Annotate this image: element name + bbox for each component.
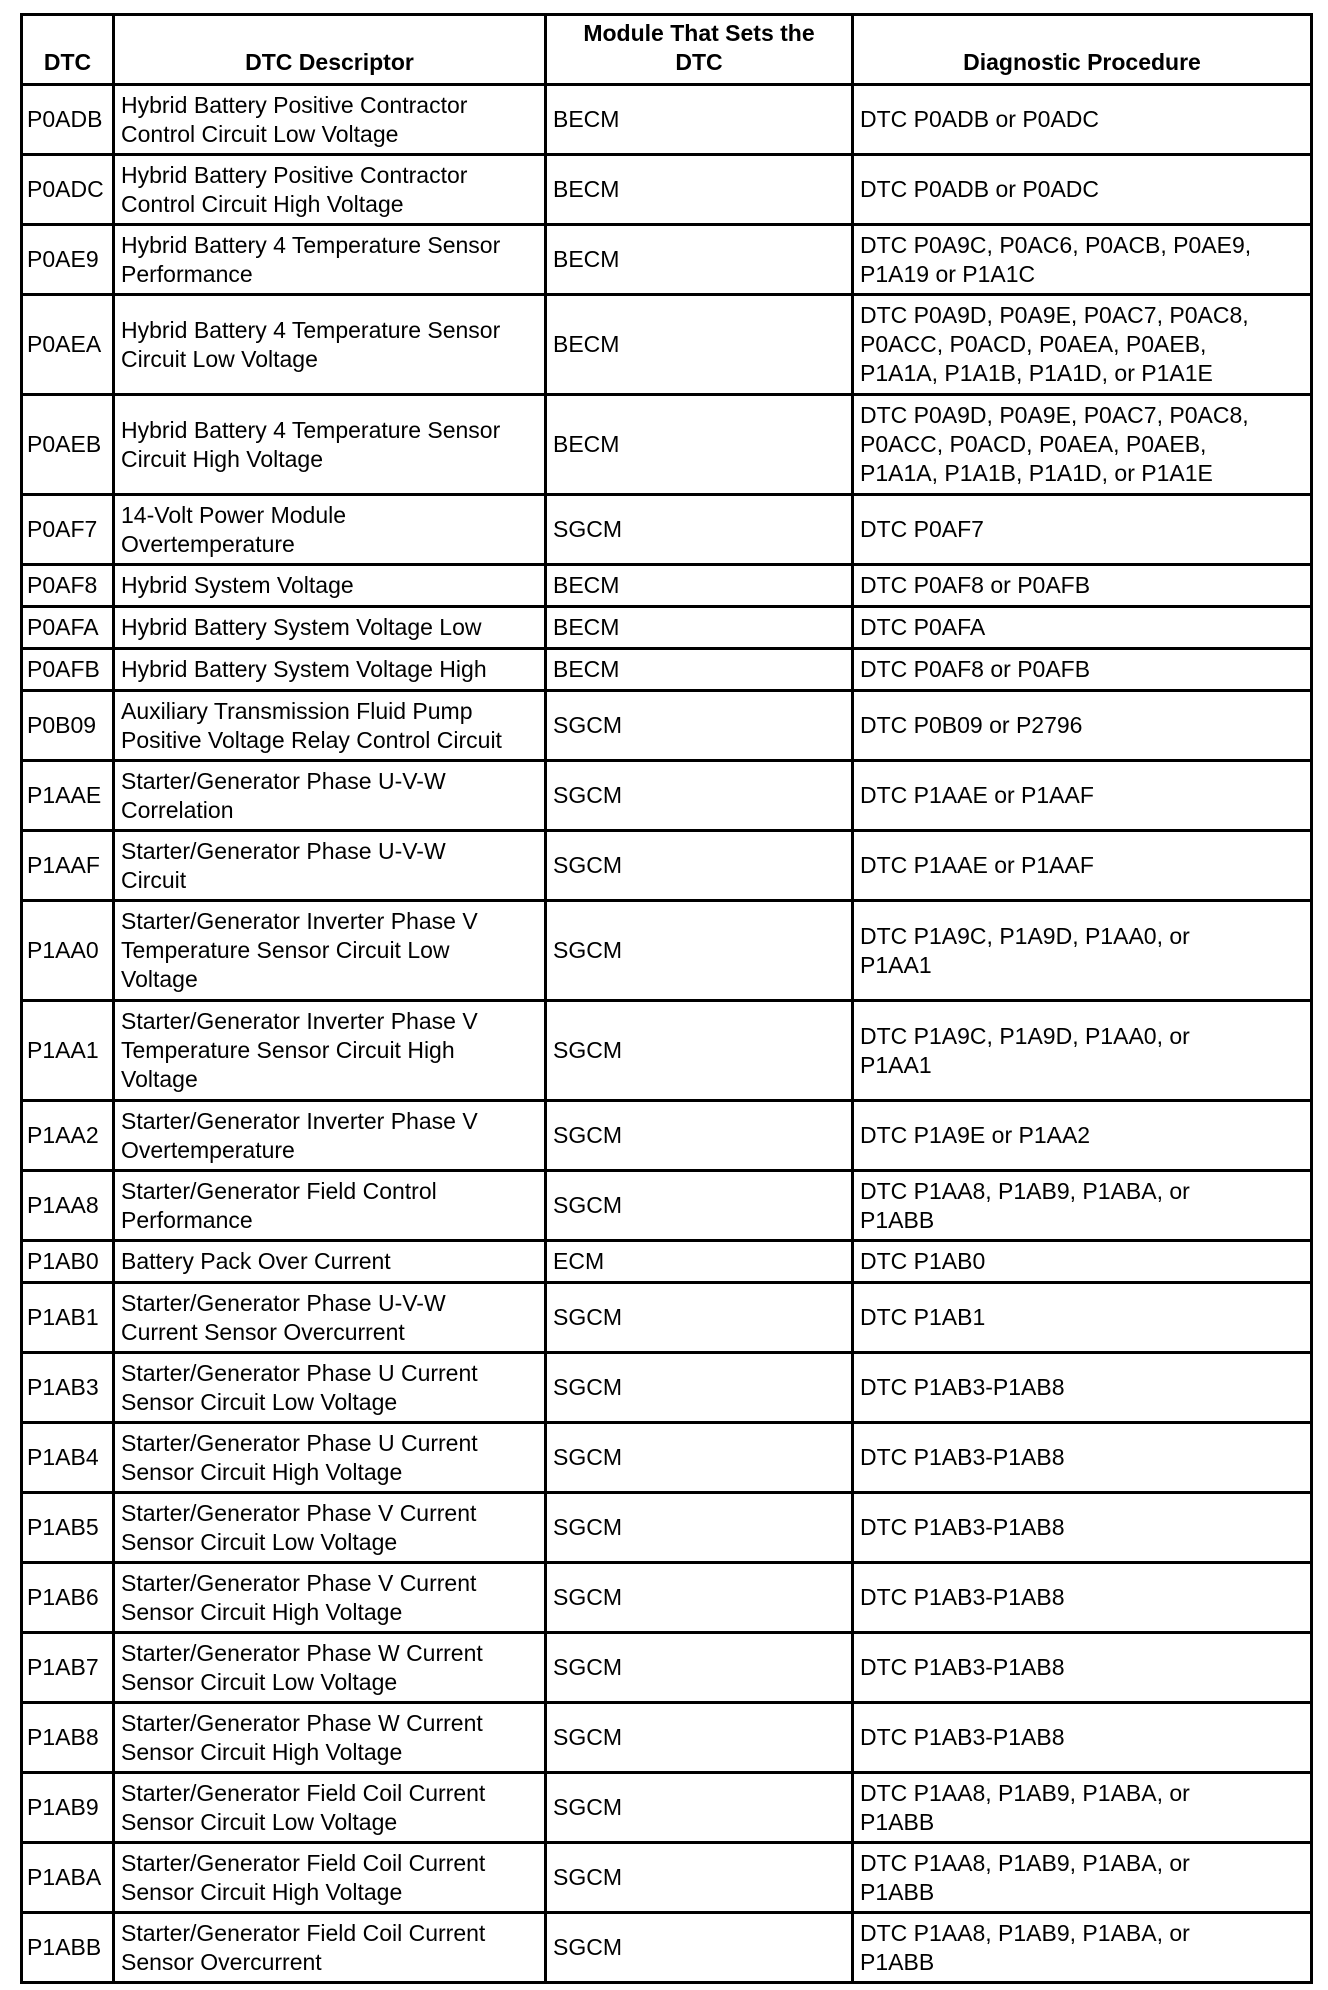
dtc-descriptor-cell: Hybrid Battery 4 Temperature Sensor Performance xyxy=(114,225,546,295)
dtc-descriptor-cell: Starter/Generator Inverter Phase V Temperature Sensor Circuit High Voltage xyxy=(114,1001,546,1101)
dtc-descriptor-cell: Starter/Generator Field Coil Current Sensor Overcurrent xyxy=(114,1913,546,1983)
dtc-descriptor-cell: Hybrid System Voltage xyxy=(114,565,546,607)
module-cell: BECM xyxy=(546,565,853,607)
dtc-descriptor-cell: Starter/Generator Field Coil Current Sensor Circuit High Voltage xyxy=(114,1843,546,1913)
table-row xyxy=(22,1171,1312,1241)
diagnostic-procedure-cell: DTC P1A9C, P1A9D, P1AA0, or P1AA1 xyxy=(853,1001,1312,1101)
dtc-code-cell: P1AB5 xyxy=(22,1493,114,1563)
dtc-descriptor-cell: Starter/Generator Phase V Current Sensor Circuit Low Voltage xyxy=(114,1493,546,1563)
table-row xyxy=(22,607,1312,649)
dtc-code-cell: P0AFA xyxy=(22,607,114,649)
dtc-code-cell: P1AAE xyxy=(22,761,114,831)
table-row xyxy=(22,761,1312,831)
diagnostic-procedure-cell: DTC P1AB0 xyxy=(853,1241,1312,1283)
dtc-descriptor-cell: Battery Pack Over Current xyxy=(114,1241,546,1283)
dtc-code-cell: P0AEA xyxy=(22,295,114,395)
table-row xyxy=(22,1283,1312,1353)
dtc-descriptor-cell: Hybrid Battery System Voltage High xyxy=(114,649,546,691)
module-cell: SGCM xyxy=(546,761,853,831)
diagnostic-procedure-cell: DTC P1AAE or P1AAF xyxy=(853,831,1312,901)
header-module: Module That Sets the DTC xyxy=(546,15,853,85)
table-row xyxy=(22,295,1312,395)
dtc-descriptor-cell: Starter/Generator Inverter Phase V Overtemperature xyxy=(114,1101,546,1171)
table-row xyxy=(22,1703,1312,1773)
dtc-descriptor-cell: Starter/Generator Phase U-V-W Current Sensor Overcurrent xyxy=(114,1283,546,1353)
table-row xyxy=(22,155,1312,225)
table-row xyxy=(22,565,1312,607)
table-row xyxy=(22,1773,1312,1843)
module-cell: SGCM xyxy=(546,1843,853,1913)
module-cell: SGCM xyxy=(546,495,853,565)
dtc-descriptor-cell: Hybrid Battery 4 Temperature Sensor Circuit Low Voltage xyxy=(114,295,546,395)
module-cell: SGCM xyxy=(546,1353,853,1423)
module-cell: BECM xyxy=(546,85,853,155)
dtc-descriptor-cell: Starter/Generator Phase W Current Sensor Circuit High Voltage xyxy=(114,1703,546,1773)
diagnostic-procedure-cell: DTC P0A9C, P0AC6, P0ACB, P0AE9, P1A19 or P1A1C xyxy=(853,225,1312,295)
table-row xyxy=(22,1843,1312,1913)
dtc-code-cell: P0AE9 xyxy=(22,225,114,295)
dtc-descriptor-cell: Starter/Generator Phase U Current Sensor Circuit High Voltage xyxy=(114,1423,546,1493)
module-cell: BECM xyxy=(546,607,853,649)
dtc-descriptor-cell: Starter/Generator Phase W Current Sensor Circuit Low Voltage xyxy=(114,1633,546,1703)
dtc-descriptor-cell: 14-Volt Power Module Overtemperature xyxy=(114,495,546,565)
module-cell: SGCM xyxy=(546,1563,853,1633)
dtc-code-cell: P0AEB xyxy=(22,395,114,495)
dtc-code-cell: P0B09 xyxy=(22,691,114,761)
diagnostic-procedure-cell: DTC P1AAE or P1AAF xyxy=(853,761,1312,831)
dtc-code-cell: P1AB6 xyxy=(22,1563,114,1633)
diagnostic-procedure-cell: DTC P0AF8 or P0AFB xyxy=(853,649,1312,691)
dtc-code-cell: P0AF8 xyxy=(22,565,114,607)
module-cell: SGCM xyxy=(546,1101,853,1171)
header-dtc: DTC xyxy=(22,15,114,85)
dtc-code-cell: P0ADC xyxy=(22,155,114,225)
dtc-code-cell: P1AB4 xyxy=(22,1423,114,1493)
diagnostic-procedure-cell: DTC P0ADB or P0ADC xyxy=(853,85,1312,155)
dtc-code-cell: P1AB9 xyxy=(22,1773,114,1843)
dtc-descriptor-cell: Hybrid Battery 4 Temperature Sensor Circuit High Voltage xyxy=(114,395,546,495)
diagnostic-procedure-cell: DTC P0ADB or P0ADC xyxy=(853,155,1312,225)
dtc-descriptor-cell: Starter/Generator Field Control Performance xyxy=(114,1171,546,1241)
table-row xyxy=(22,85,1312,155)
table-body xyxy=(22,85,1312,1983)
module-cell: BECM xyxy=(546,295,853,395)
module-cell: BECM xyxy=(546,225,853,295)
table-row xyxy=(22,1423,1312,1493)
dtc-descriptor-cell: Starter/Generator Phase U-V-W Circuit xyxy=(114,831,546,901)
dtc-code-cell: P1AA0 xyxy=(22,901,114,1001)
dtc-descriptor-cell: Auxiliary Transmission Fluid Pump Positive Voltage Relay Control Circuit xyxy=(114,691,546,761)
diagnostic-procedure-cell: DTC P1AB3-P1AB8 xyxy=(853,1423,1312,1493)
diagnostic-procedure-cell: DTC P1AB3-P1AB8 xyxy=(853,1493,1312,1563)
dtc-code-cell: P1AB7 xyxy=(22,1633,114,1703)
module-cell: BECM xyxy=(546,395,853,495)
diagnostic-procedure-cell: DTC P1AB3-P1AB8 xyxy=(853,1703,1312,1773)
module-cell: SGCM xyxy=(546,1703,853,1773)
table-row xyxy=(22,1101,1312,1171)
module-cell: SGCM xyxy=(546,1493,853,1563)
dtc-code-cell: P0AF7 xyxy=(22,495,114,565)
dtc-code-cell: P1AB3 xyxy=(22,1353,114,1423)
dtc-code-cell: P1AB0 xyxy=(22,1241,114,1283)
diagnostic-procedure-cell: DTC P0AF7 xyxy=(853,495,1312,565)
table-row xyxy=(22,225,1312,295)
diagnostic-procedure-cell: DTC P0A9D, P0A9E, P0AC7, P0AC8, P0ACC, P0ACD, P0AEA, P0AEB, P1A1A, P1A1B, P1A1D, or P1A1E xyxy=(853,395,1312,495)
dtc-descriptor-cell: Starter/Generator Field Coil Current Sensor Circuit Low Voltage xyxy=(114,1773,546,1843)
diagnostic-procedure-cell: DTC P1AB3-P1AB8 xyxy=(853,1633,1312,1703)
module-cell: SGCM xyxy=(546,1171,853,1241)
dtc-code-cell: P1AB1 xyxy=(22,1283,114,1353)
table-row xyxy=(22,1001,1312,1101)
diagnostic-procedure-cell: DTC P1AA8, P1AB9, P1ABA, or P1ABB xyxy=(853,1843,1312,1913)
header-diagnostic-procedure: Diagnostic Procedure xyxy=(853,15,1312,85)
module-cell: SGCM xyxy=(546,831,853,901)
table-row xyxy=(22,1633,1312,1703)
module-cell: SGCM xyxy=(546,1283,853,1353)
dtc-descriptor-cell: Starter/Generator Phase U-V-W Correlation xyxy=(114,761,546,831)
diagnostic-procedure-cell: DTC P1AB3-P1AB8 xyxy=(853,1563,1312,1633)
diagnostic-procedure-cell: DTC P1AB1 xyxy=(853,1283,1312,1353)
diagnostic-procedure-cell: DTC P1AA8, P1AB9, P1ABA, or P1ABB xyxy=(853,1773,1312,1843)
module-cell: BECM xyxy=(546,155,853,225)
dtc-descriptor-cell: Hybrid Battery System Voltage Low xyxy=(114,607,546,649)
table-row xyxy=(22,1913,1312,1983)
dtc-descriptor-cell: Starter/Generator Phase U Current Sensor Circuit Low Voltage xyxy=(114,1353,546,1423)
dtc-code-cell: P1AB8 xyxy=(22,1703,114,1773)
table-row xyxy=(22,691,1312,761)
dtc-descriptor-cell: Hybrid Battery Positive Contractor Control Circuit High Voltage xyxy=(114,155,546,225)
diagnostic-procedure-cell: DTC P1A9C, P1A9D, P1AA0, or P1AA1 xyxy=(853,901,1312,1001)
diagnostic-procedure-cell: DTC P0AFA xyxy=(853,607,1312,649)
dtc-table xyxy=(20,13,1313,1984)
dtc-code-cell: P0AFB xyxy=(22,649,114,691)
table-row xyxy=(22,1563,1312,1633)
header-dtc-descriptor: DTC Descriptor xyxy=(114,15,546,85)
module-cell: ECM xyxy=(546,1241,853,1283)
dtc-code-cell: P1ABA xyxy=(22,1843,114,1913)
dtc-descriptor-cell: Starter/Generator Phase V Current Sensor Circuit High Voltage xyxy=(114,1563,546,1633)
diagnostic-procedure-cell: DTC P0AF8 or P0AFB xyxy=(853,565,1312,607)
module-cell: SGCM xyxy=(546,1773,853,1843)
dtc-code-cell: P1ABB xyxy=(22,1913,114,1983)
diagnostic-procedure-cell: DTC P0B09 or P2796 xyxy=(853,691,1312,761)
table-row xyxy=(22,495,1312,565)
diagnostic-procedure-cell: DTC P1AA8, P1AB9, P1ABA, or P1ABB xyxy=(853,1171,1312,1241)
table-row xyxy=(22,831,1312,901)
diagnostic-procedure-cell: DTC P0A9D, P0A9E, P0AC7, P0AC8, P0ACC, P0ACD, P0AEA, P0AEB, P1A1A, P1A1B, P1A1D, or P1A1E xyxy=(853,295,1312,395)
table-row xyxy=(22,1241,1312,1283)
dtc-descriptor-cell: Starter/Generator Inverter Phase V Temperature Sensor Circuit Low Voltage xyxy=(114,901,546,1001)
table-row xyxy=(22,395,1312,495)
dtc-code-cell: P1AA8 xyxy=(22,1171,114,1241)
diagnostic-procedure-cell: DTC P1AB3-P1AB8 xyxy=(853,1353,1312,1423)
module-cell: SGCM xyxy=(546,901,853,1001)
dtc-code-cell: P0ADB xyxy=(22,85,114,155)
dtc-code-cell: P1AA1 xyxy=(22,1001,114,1101)
dtc-descriptor-cell: Hybrid Battery Positive Contractor Control Circuit Low Voltage xyxy=(114,85,546,155)
diagnostic-procedure-cell: DTC P1A9E or P1AA2 xyxy=(853,1101,1312,1171)
dtc-code-cell: P1AAF xyxy=(22,831,114,901)
module-cell: SGCM xyxy=(546,691,853,761)
table-row xyxy=(22,901,1312,1001)
diagnostic-procedure-cell: DTC P1AA8, P1AB9, P1ABA, or P1ABB xyxy=(853,1913,1312,1983)
module-cell: SGCM xyxy=(546,1913,853,1983)
module-cell: SGCM xyxy=(546,1001,853,1101)
module-cell: SGCM xyxy=(546,1423,853,1493)
table-row xyxy=(22,1353,1312,1423)
dtc-code-cell: P1AA2 xyxy=(22,1101,114,1171)
table-row xyxy=(22,649,1312,691)
module-cell: SGCM xyxy=(546,1633,853,1703)
table-row xyxy=(22,1493,1312,1563)
table-header-row xyxy=(22,15,1312,85)
module-cell: BECM xyxy=(546,649,853,691)
